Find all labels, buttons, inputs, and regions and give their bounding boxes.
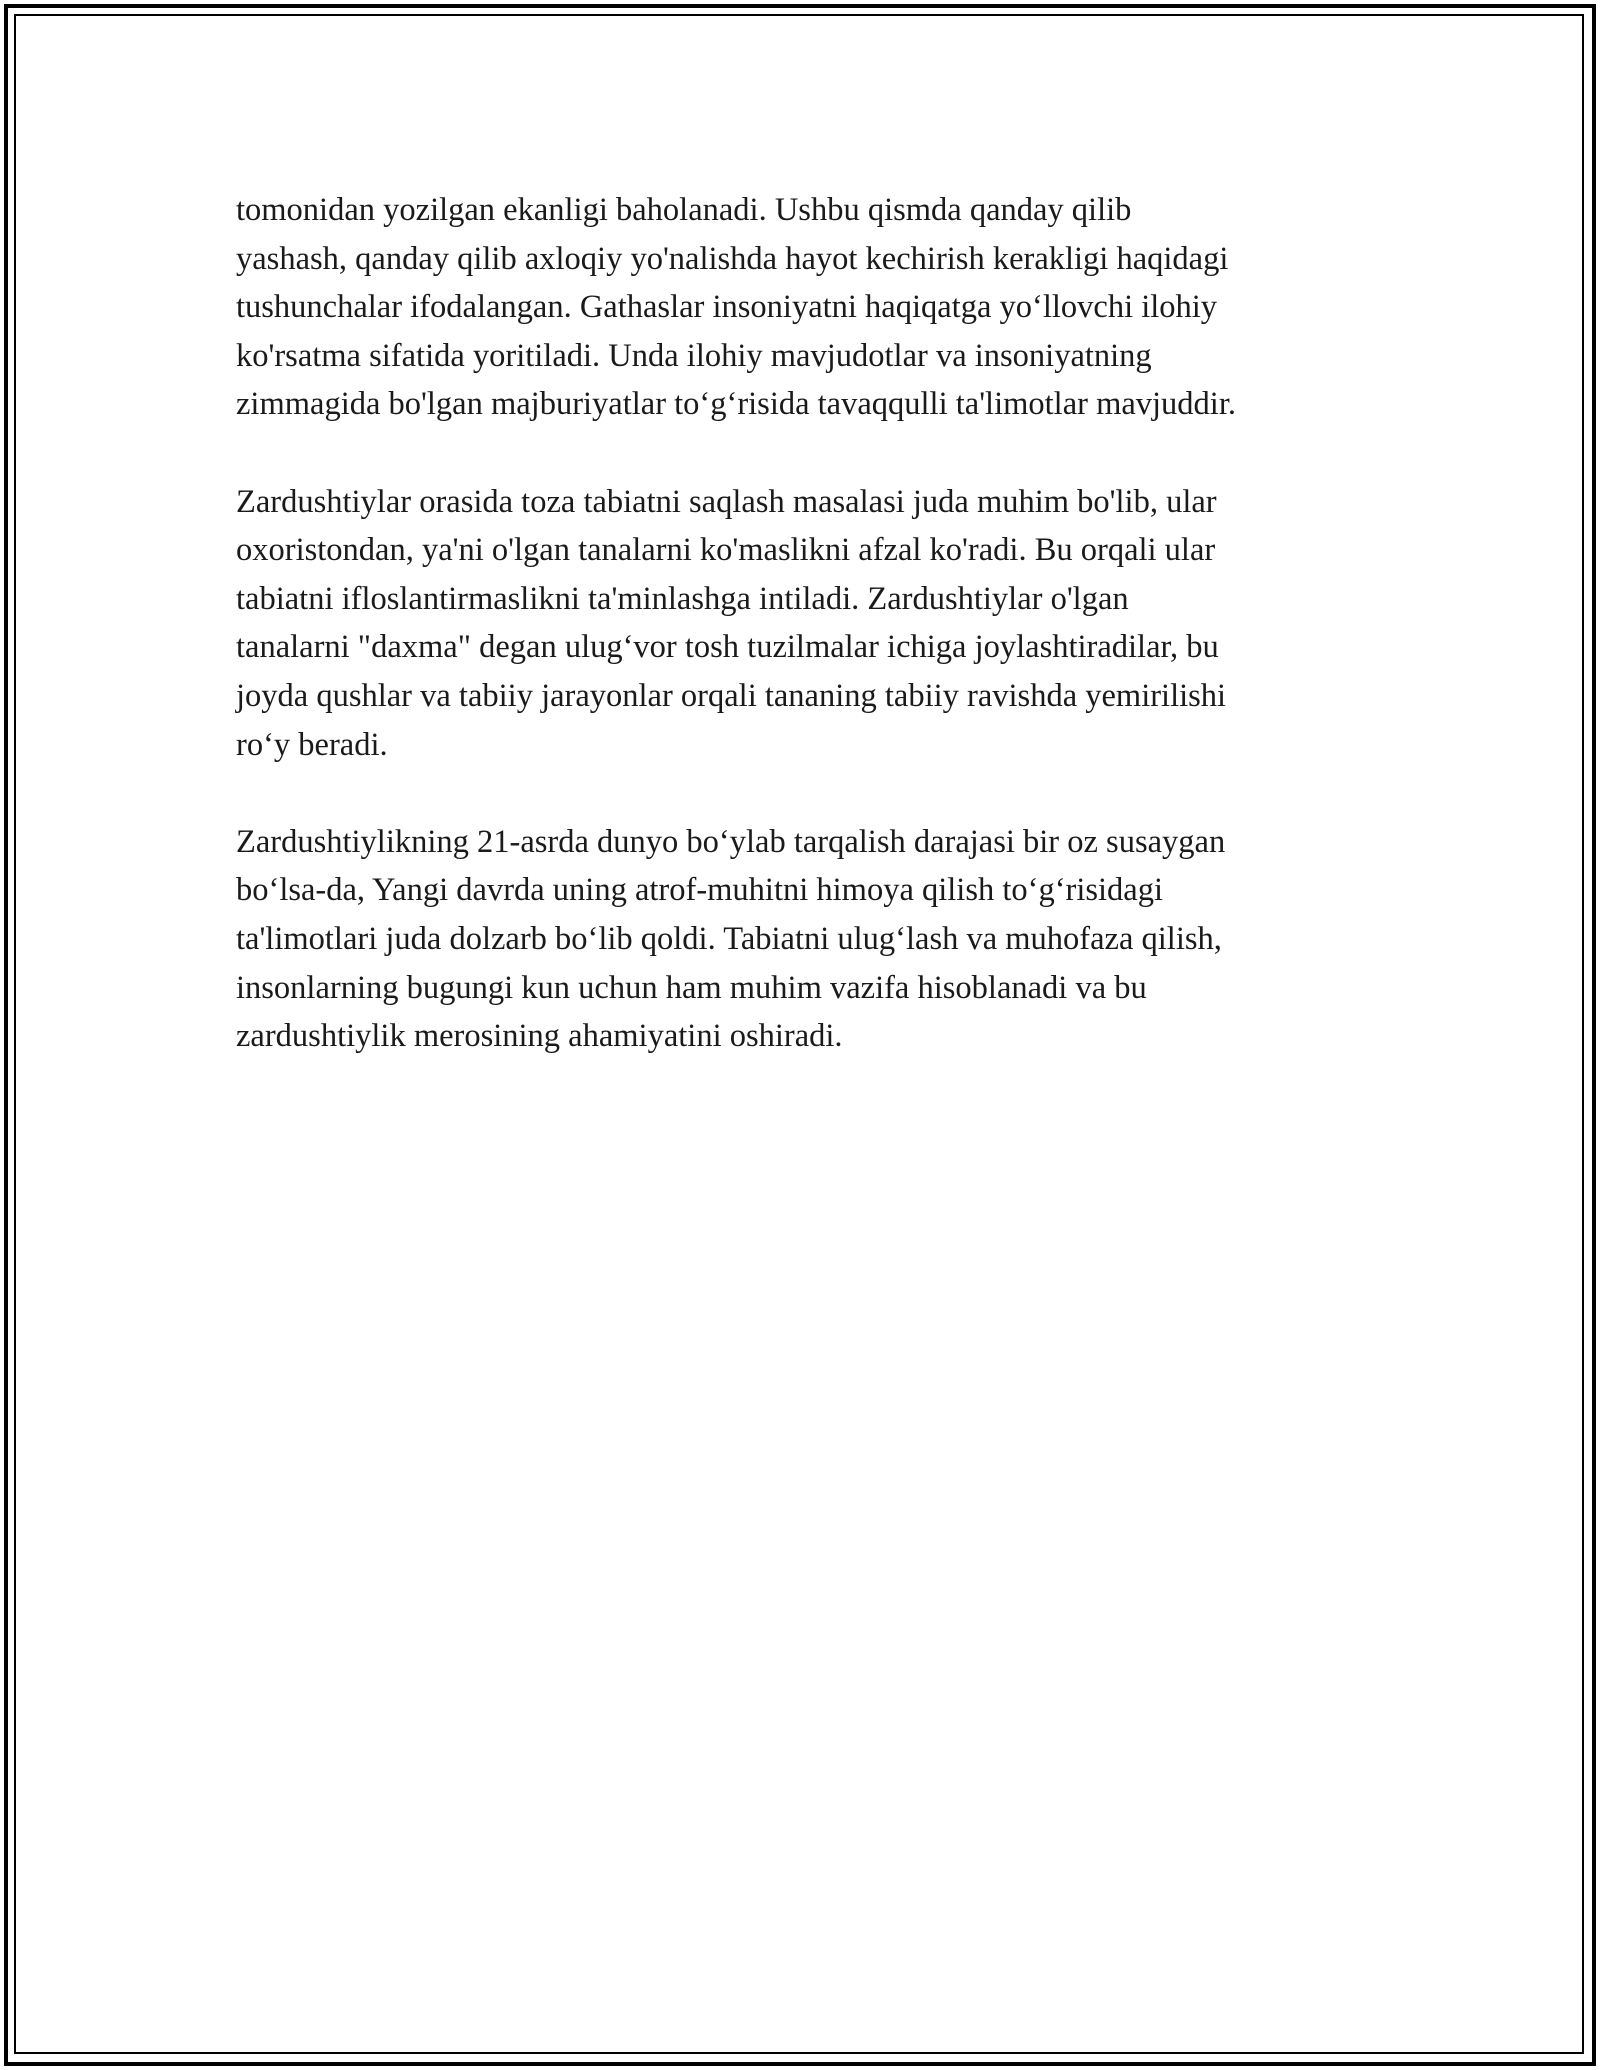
paragraph-gathas: tomonidan yozilgan ekanligi baholanadi. Ushbu qismda qanday qilib yashash, qanday qilib axloqiy yo'nalishda hayot kechirish kerakligi haqidagi tushunchalar ifodalangan. Gathaslar insoniyatni haqiqatga yo‘llovchi ilohiy ko'rsatma sifatida yoritiladi. Unda ilohiy mavjudotlar va insoniyatning zimmagida bo'lgan majburiyatlar to‘g‘risida tavaqqulli ta'limotlar mavjuddir. [236,192,1236,423]
document-body [236,186,1386,1109]
paragraph-daxma: Zardushtiylar orasida toza tabiatni saqlash masalasi juda muhim bo'lib, ular oxoristondan, ya'ni o'lgan tanalarni ko'maslikni afzal ko'radi. Bu orqali ular tabiatni ifloslantirmaslikni ta'minlashga intiladi. Zardushtiylar o'lgan tanalarni "daxma" degan ulug‘vor tosh tuzilmalar ichiga joylashtiradilar, bu joyda qushlar va tabiiy jarayonlar orqali tananing tabiiy ravishda yemirilishi ro‘y beradi. [236,483,1227,763]
paragraph-modern-relevance: Zardushtiylikning 21-asrda dunyo bo‘ylab tarqalish darajasi bir oz susaygan bo‘lsa-da, Yangi davrda uning atrof-muhitni himoya qilish to‘g‘risidagi ta'limotlari juda dolzarb bo‘lib qoldi. Tabiatni ulug‘lash va muhofaza qilish, insonlarning bugungi kun uchun ham muhim vazifa hisoblanadi va bu zardushtiylik merosining ahamiyatini oshiradi. [236,823,1226,1055]
